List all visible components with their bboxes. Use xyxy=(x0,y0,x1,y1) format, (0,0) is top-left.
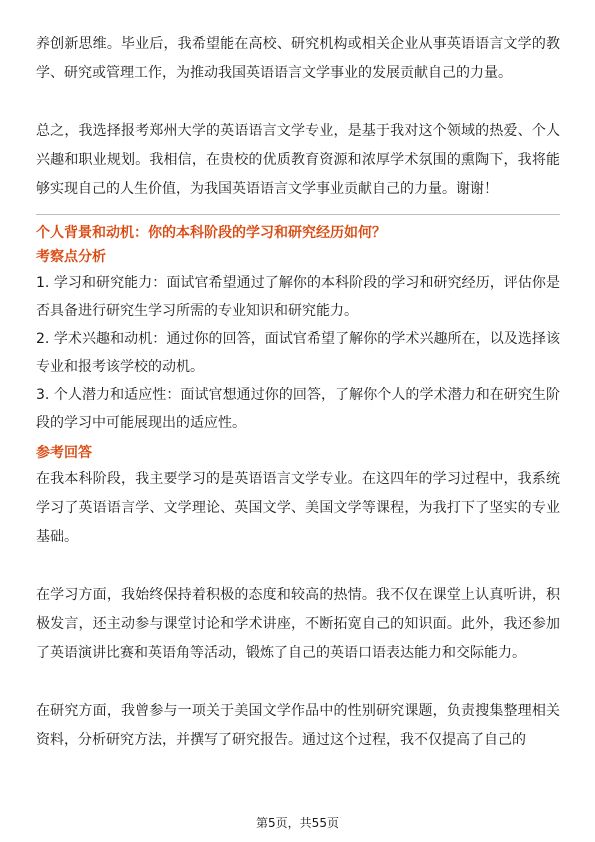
answer-paragraph: 在学习方面，我始终保持着积极的态度和较高的热情。我不仅在课堂上认真听讲，积极发言，还主动参与课堂讨论和学术讲座，不断拓宽自己的知识面。此外，我还参加了英语演讲比赛和英语角等活动，锻炼了自己的英语口语表达能力和交际能力。 xyxy=(36,587,560,661)
paragraph-spacer xyxy=(36,552,560,581)
document-page xyxy=(36,30,560,755)
paragraph-spacer xyxy=(36,668,560,697)
page-number: 第5页，共55页 xyxy=(256,816,339,830)
intro-paragraph-1: 养创新思维。毕业后，我希望能在高校、研究机构或相关企业从事英语语言文学的教学、研究或管理工作，为推动我国英语语言文学事业的发展贡献自己的力量。 xyxy=(36,36,560,81)
question-title: 个人背景和动机：你的本科阶段的学习和研究经历如何？ xyxy=(36,225,386,241)
paragraph-spacer xyxy=(36,88,560,117)
answer-paragraph: 在研究方面，我曾参与一项关于美国文学作品中的性别研究课题，负责搜集整理相关资料，分析研究方法，并撰写了研究报告。通过这个过程，我不仅提高了自己的 xyxy=(36,703,560,748)
answer-heading: 参考回答 xyxy=(36,445,92,461)
section-divider xyxy=(36,214,560,215)
analysis-item: 3. 个人潜力和适应性：面试官想通过你的回答，了解你个人的学术潜力和在研究生阶段的学习中可能展现出的适应性。 xyxy=(36,387,560,431)
intro-paragraph-2: 总之，我选择报考郑州大学的英语语言文学专业，是基于我对这个领域的热爱、个人兴趣和职业规划。我相信，在贵校的优质教育资源和浓厚学术氛围的熏陶下，我将能够实现自己的人生价值，为我国英语语言文学事业贡献自己的力量。谢谢！ xyxy=(36,123,560,197)
answer-paragraph: 在我本科阶段，我主要学习的是英语语言文学专业。在这四年的学习过程中，我系统学习了英语语言学、文学理论、英国文学、美国文学等课程，为我打下了坚实的专业基础。 xyxy=(36,471,560,545)
analysis-heading: 考察点分析 xyxy=(36,249,106,265)
analysis-item: 2. 学术兴趣和动机：通过你的回答，面试官希望了解你的学术兴趣所在，以及选择该专业和报考该学校的动机。 xyxy=(36,331,560,375)
analysis-item: 1. 学习和研究能力：面试官希望通过了解你的本科阶段的学习和研究经历，评估你是否具备进行研究生学习所需的专业知识和研究能力。 xyxy=(36,275,560,319)
